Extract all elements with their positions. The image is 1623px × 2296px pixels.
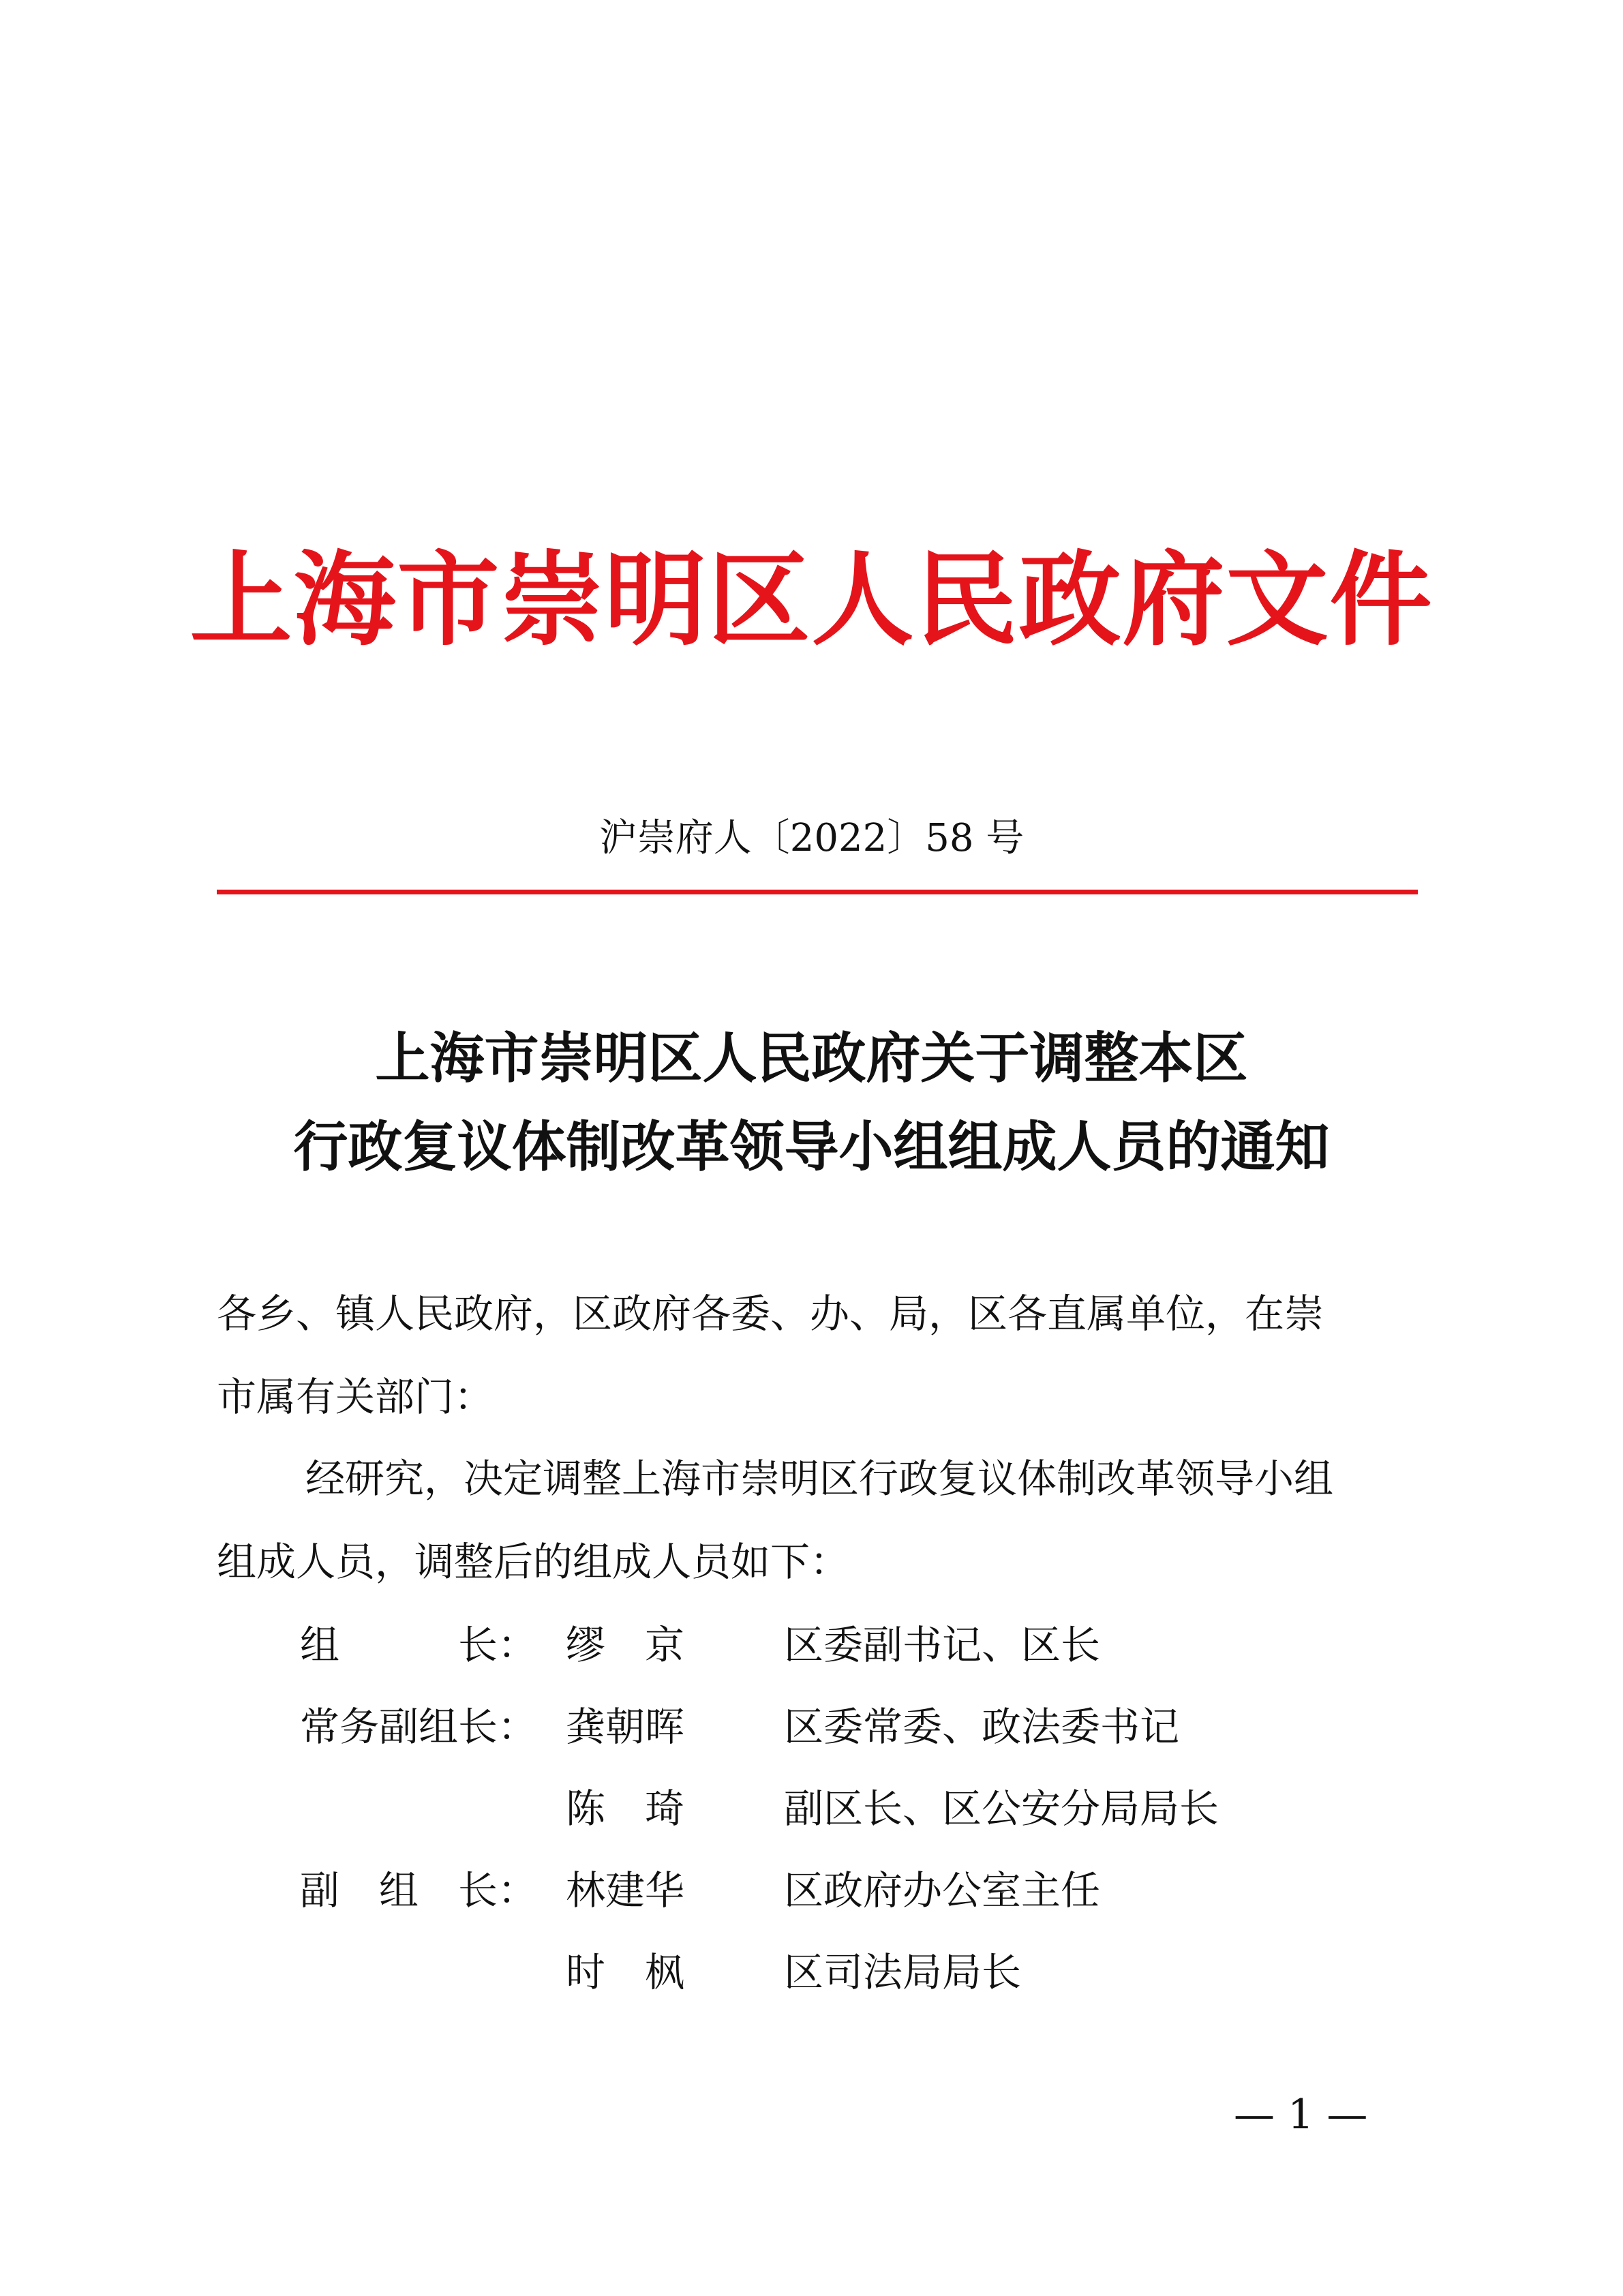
member-name: 时 枫 (566, 1949, 685, 1995)
addressee-line-2: 市属有关部门： (217, 1374, 494, 1420)
member-post: 副区长、区公安分局局长 (784, 1785, 1219, 1832)
notice-title-line-2: 行政复议体制改革领导小组组成人员的通知 (293, 1115, 1330, 1179)
member-row (0, 1783, 1623, 1834)
page-number: — 1 — (1234, 2091, 1368, 2139)
member-role: 常务副组长： (300, 1704, 538, 1750)
member-row (0, 1620, 1623, 1670)
red-divider (217, 890, 1418, 894)
member-name: 陈 琦 (566, 1785, 685, 1832)
intro-line-2: 组成人员，调整后的组成人员如下： (217, 1539, 850, 1585)
member-role: 副 组 长： (300, 1867, 538, 1914)
member-row (0, 1702, 1623, 1752)
member-post: 区政府办公室主任 (784, 1867, 1101, 1914)
member-row (0, 1947, 1623, 1997)
member-name: 缪 京 (566, 1622, 685, 1668)
member-post: 区司法局局长 (784, 1949, 1022, 1995)
intro-line-1: 经研究，决定调整上海市崇明区行政复议体制改革领导小组 (305, 1455, 1334, 1502)
member-name: 龚朝晖 (566, 1704, 685, 1750)
document-number: 沪崇府人〔2022〕58 号 (598, 816, 1025, 860)
member-name: 林建华 (566, 1867, 685, 1914)
member-row (0, 1865, 1623, 1916)
masthead-title: 上海市崇明区人民政府文件 (189, 540, 1434, 660)
member-role: 组 长： (300, 1622, 538, 1668)
member-post: 区委常委、政法委书记 (784, 1704, 1180, 1750)
addressee-line-1: 各乡、镇人民政府，区政府各委、办、局，区各直属单位，在崇 (217, 1290, 1324, 1337)
member-post: 区委副书记、区长 (784, 1622, 1101, 1668)
notice-title-line-1: 上海市崇明区人民政府关于调整本区 (375, 1026, 1248, 1090)
